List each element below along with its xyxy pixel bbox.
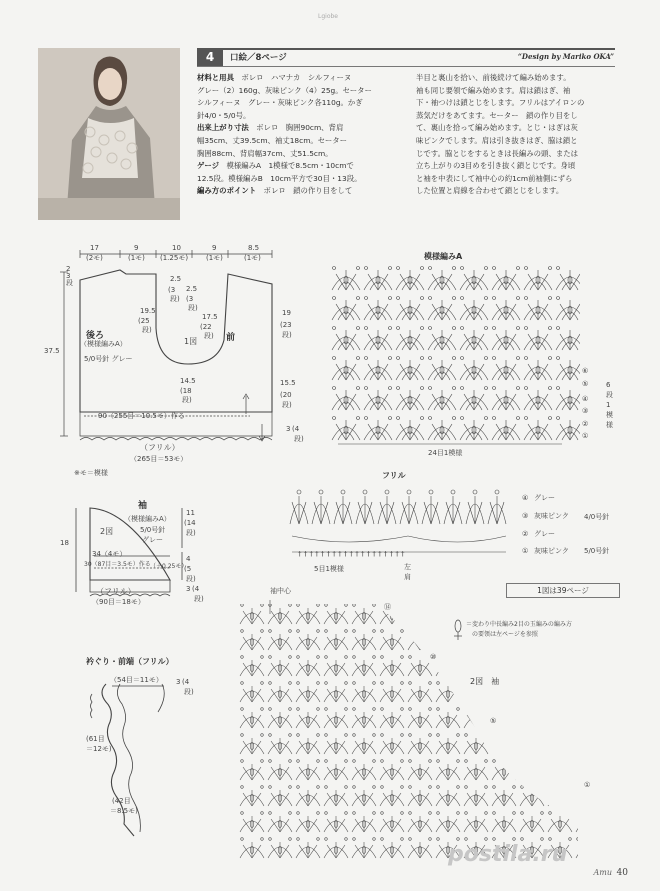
sleeve-frill-label: （フリル） (96, 587, 136, 596)
right-upper-unit: 段) (282, 331, 292, 339)
dim-10-motif: (1.25モ) (160, 254, 189, 262)
top-rows: 2 3 段 (66, 265, 73, 287)
neck-rows-num: (4 (182, 678, 190, 686)
dim-9a: 9 (134, 244, 139, 252)
design-credit: “Design by Mariko OKA” (517, 52, 614, 61)
frill-chart (288, 486, 510, 568)
start-chain-note: 90（255目＝10.5モ）作る (98, 412, 185, 420)
frill-row2-num: ② (522, 530, 529, 538)
sleeve-center-label: 袖中心 (270, 587, 291, 595)
pa-row2: ② (582, 420, 589, 428)
pa-row6: ⑥ (582, 367, 589, 375)
section-number: 4 (197, 48, 223, 66)
body-schematic (40, 244, 280, 474)
pa-row5: ⑤ (582, 380, 589, 388)
neck-b-val: 2.5 (186, 285, 198, 293)
center-rows: (18 (180, 387, 192, 395)
neck-low-motif: ＝8.5モ) (110, 807, 138, 815)
instructions-col1: 材料と用具 ボレロ ハマナカ シルフィーヌ グレー（2）160g、灰味ピンク（4）25g。セーター シルフィーヌ グレー・灰味ピンク各110g。かぎ 針4/0・5/0号。 出来上がり寸法 ボレロ 胸囲90cm、背肩 幅35cm、丈39.5cm、袖丈18cm。セーター 胸囲88cm、背肩幅37cm、丈51.5cm。 ゲージ 模様編みA 1模様で8.5cm・10cmで 12.5段。模様編みB 10cm平方で30目・13段。 編み方のポイント ボレロ 鎖の作り目をして (197, 73, 372, 196)
fig1-reference: 1図は39ページ (506, 583, 620, 598)
sleeve-color: グレー (142, 536, 163, 544)
frill-side-shoulder: 肩 (404, 573, 411, 581)
frill-row3-num: ③ (522, 512, 529, 520)
sleeve-dim4-unit: 段) (186, 575, 196, 583)
armhole-left-unit: 段) (142, 326, 152, 334)
pa-side-dan: 段 (606, 391, 613, 399)
neck-top-count: （54目＝11モ） (110, 676, 163, 684)
pattern-a-title: 模様編みA (424, 252, 463, 261)
fig2-row1: ① (584, 781, 591, 789)
frill-needle-bottom: 5/0号針 (584, 547, 610, 555)
fig2-row14: ⑭ (384, 603, 391, 611)
frill-rows-unit: 段) (294, 435, 304, 443)
frill-needle-top: 4/0号針 (584, 513, 610, 521)
sleeve-frill-unit: 段) (194, 595, 204, 603)
fig2-row5: ⑤ (490, 717, 497, 725)
right-lower-unit: 段) (282, 401, 292, 409)
neck-b-rows: (3 (186, 295, 194, 303)
back-label: 後ろ (86, 331, 105, 341)
right-lower-rows: (20 (280, 391, 292, 399)
neck-a-unit: 段) (170, 295, 180, 303)
frill-row4-color: グレー (534, 494, 555, 502)
dim-9b-motif: (1モ) (206, 254, 223, 262)
sleeve-plus: （＋0.25モ） (150, 563, 188, 570)
motif-note: ※モ＝模様 (74, 469, 108, 477)
sleeve-frill-rows: (4 (192, 585, 200, 593)
dim-8-5-motif: (1モ) (244, 254, 261, 262)
sleeve-title: 袖 (138, 501, 148, 511)
frill-title: フリル (382, 471, 406, 480)
dim-17: 17 (90, 244, 99, 252)
sleeve-frill-count: （90目＝18モ） (92, 598, 145, 606)
height-37-5: 37.5 (44, 347, 60, 355)
fig1-label: 1図 (184, 337, 198, 346)
fig2-sleeve-chart (238, 600, 590, 862)
right-lower-val: 15.5 (280, 379, 296, 387)
sleeve-dim4-rows: (5 (184, 565, 192, 573)
page-number: 40 (616, 868, 628, 878)
instructions-col2: 半目と裏山を拾い、前後続けて編み始めます。 袖も同じ要領で編み始めます。肩は鎖はぎ、袖 下・袖つけは鎖とじをします。フリルはアイロンの 蒸気だけをあてます。セーター 鎖の作り目をし て、裏山を拾って編み始めます。とじ・はぎは灰 味ピンクでします。肩は引き抜きはぎ、脇は鎖と じです。脇とじをするときは長編みの頭、または 立ち上がりの3目めを引き抜く鎖とじです。身頃 と袖を中表にして袖中心の約1cm前袖側にずら した位置と肩線を合わせて鎖とじをします。 (416, 73, 585, 196)
frill-row2-color: グレー (534, 530, 555, 538)
fig2-row10: ⑩ (430, 653, 437, 661)
neck-rows-val: 3 (176, 678, 181, 686)
neck-mid-count: (61目 (86, 735, 105, 743)
frill-row3-color: 灰味ピンク (534, 512, 569, 520)
frill-side-left: 左 (404, 563, 411, 571)
model-photo (38, 48, 180, 220)
dim-9b: 9 (212, 244, 217, 252)
sleeve-dim30: 30（87目＝3.5モ）作る (84, 561, 151, 568)
pa-row4: ④ (582, 395, 589, 403)
pattern-a-repeat: 24目1模様 (428, 449, 463, 457)
dim-17-motif: (2モ) (86, 254, 103, 262)
points-label: 編み方のポイント (197, 186, 257, 196)
section-title: 口絵／8ページ (230, 53, 287, 63)
armhole-right-unit: 段) (204, 332, 214, 340)
dim-8-5: 8.5 (248, 244, 260, 252)
neck-title: 衿ぐり・前端（フリル） (86, 657, 174, 666)
svg-text:† † † † † † † † † † † † † † †: † † † † † † † † † † † † † † † † † † † (298, 550, 405, 558)
frill-rows-val: 3 (286, 425, 291, 433)
pa-row1: ① (582, 432, 589, 440)
dim-9a-motif: (1モ) (128, 254, 145, 262)
frill-row1-color: 灰味ピンク (534, 547, 569, 555)
neck-schematic (84, 672, 194, 850)
puff-stitch-icon (452, 618, 464, 642)
sleeve-dim4-val: 4 (186, 555, 191, 563)
watermark: postila.ru (448, 842, 568, 867)
fig2-label: 2図 袖 (470, 677, 500, 686)
header-label: Lgiobe (318, 13, 338, 20)
pattern-a-chart (330, 262, 588, 448)
neck-rows-unit: 段) (184, 688, 194, 696)
sleeve-dim11-unit: 段) (186, 529, 196, 537)
frill-row4-num: ④ (522, 494, 529, 502)
armhole-right-val: 17.5 (202, 313, 218, 321)
frill-rows-num: (4 (292, 425, 300, 433)
sleeve-height: 18 (60, 539, 69, 547)
center-unit: 段) (182, 396, 192, 404)
armhole-right-rows: (22 (200, 323, 212, 331)
sleeve-frill-val: 3 (186, 585, 191, 593)
right-upper-val: 19 (282, 309, 291, 317)
sleeve-fig-label: 2図 (100, 527, 114, 536)
sleeve-needle: 5/0号針 (140, 526, 166, 534)
fig2-note-line1: ＝変わり中長編み2目の玉編みの編み方 (466, 621, 572, 628)
neck-mid-motif: ＝12モ) (86, 745, 112, 753)
frill-row1-num: ① (522, 547, 529, 555)
fig2-note-line2: の要領は左ページを参照 (466, 631, 538, 638)
pa-side-1: 1 (606, 401, 611, 409)
magazine-name: Amu (593, 868, 612, 877)
back-pattern: （模様編みA） (80, 340, 127, 348)
frill-repeat: 5目1模様 (314, 565, 344, 573)
pa-side-6: 6 (606, 381, 611, 389)
dim-10: 10 (172, 244, 181, 252)
armhole-left-rows: (25 (138, 317, 150, 325)
neck-a-rows: (3 (168, 286, 176, 294)
size-label: 出来上がり寸法 (197, 123, 249, 133)
neck-a-val: 2.5 (170, 275, 182, 283)
sleeve-dim34: 34（4モ） (92, 550, 127, 558)
materials-label: 材料と用具 (197, 73, 234, 82)
armhole-left-val: 19.5 (140, 307, 156, 315)
right-upper-rows: (23 (280, 321, 292, 329)
pa-side-you: 様 (606, 421, 613, 429)
sleeve-dim11-rows: (14 (184, 519, 196, 527)
gauge-label: ゲージ (197, 161, 220, 171)
body-frill-count: （265目＝53モ） (130, 455, 188, 463)
pa-row3: ③ (582, 407, 589, 415)
pa-side-mo: 模 (606, 411, 613, 419)
back-needle: 5/0号針 グレー (84, 355, 133, 363)
neck-b-unit: 段) (188, 304, 198, 312)
sleeve-dim11-val: 11 (186, 509, 195, 517)
sleeve-pattern: （模様編みA） (124, 515, 171, 523)
body-frill-label: （フリル） (140, 443, 180, 452)
center-val: 14.5 (180, 377, 196, 385)
front-label: 前 (226, 333, 236, 343)
neck-low-count: (42目 (112, 797, 131, 805)
